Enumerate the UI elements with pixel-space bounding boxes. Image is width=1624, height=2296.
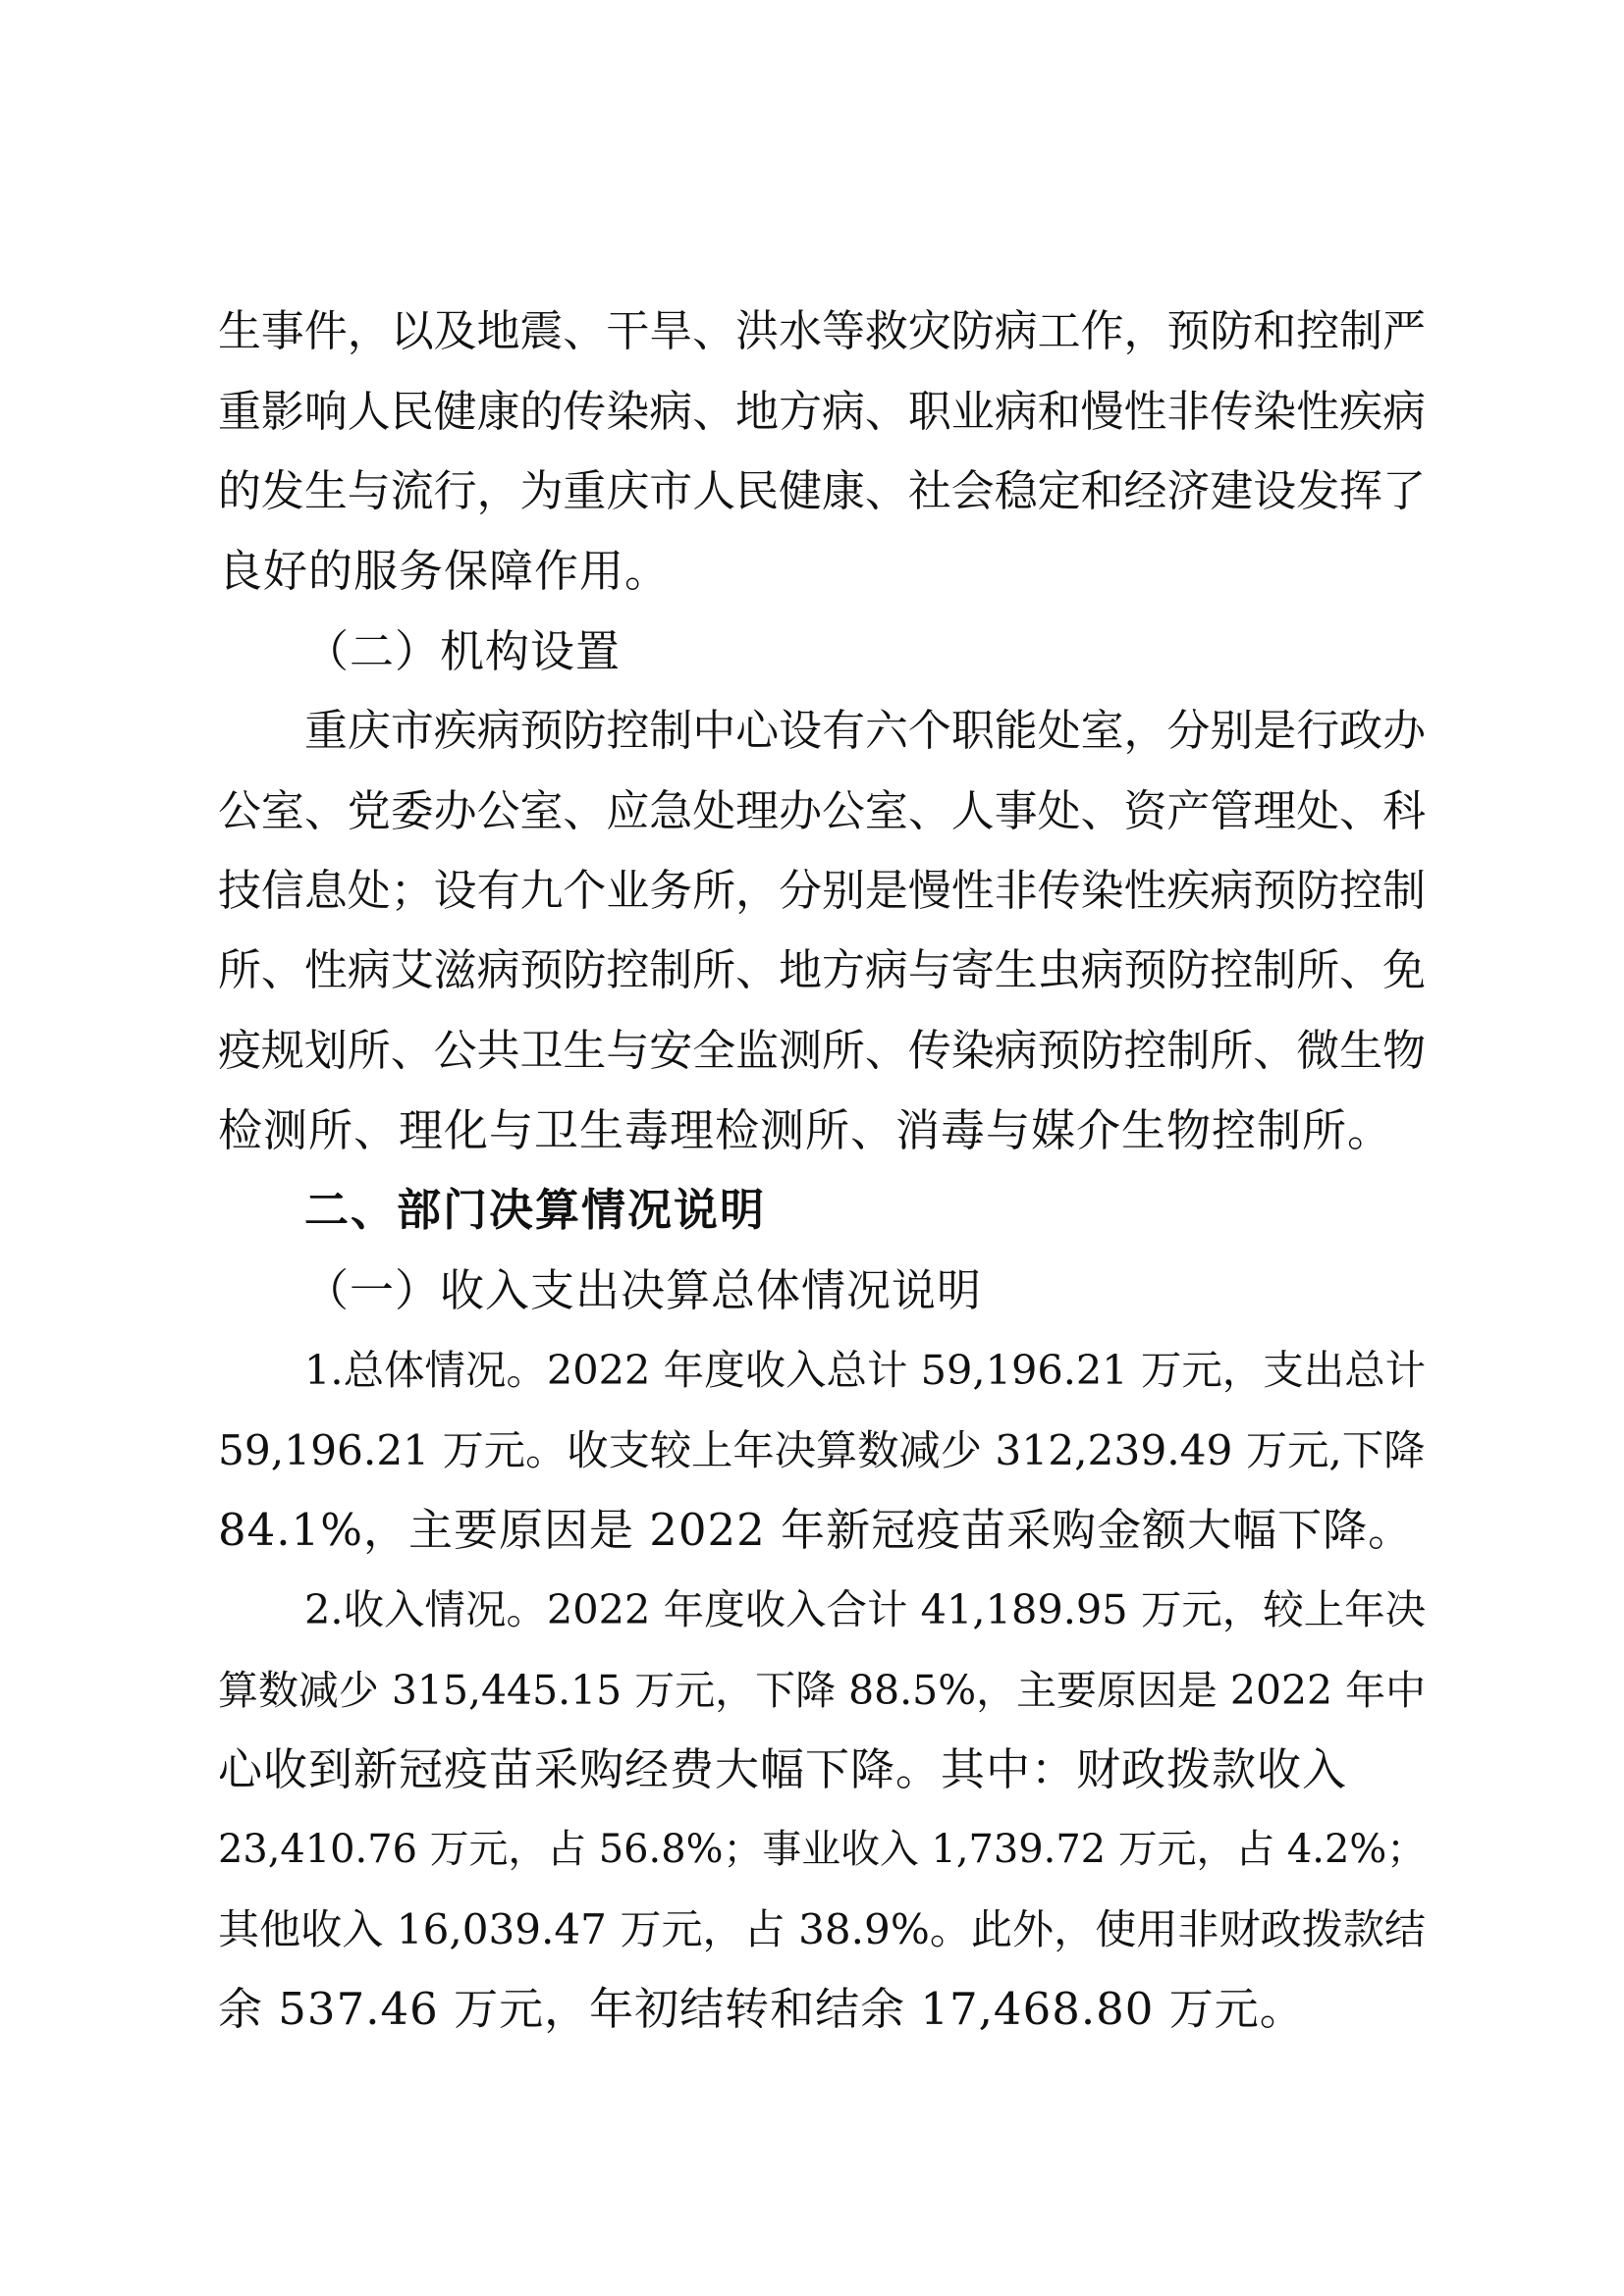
body-text-line: 1.总体情况。2022 年度收入总计 59,196.21 万元，支出总计 (304, 1346, 1427, 1394)
sub-heading-income-expenditure: （一）收入支出决算总体情况说明 (304, 1264, 983, 1316)
body-text-line: 心收到新冠疫苗采购经费大幅下降。其中：财政拨款收入 (218, 1743, 1348, 1795)
body-text-line: 公室、党委办公室、应急处理办公室、人事处、资产管理处、科 (218, 786, 1426, 836)
sub-heading-institution-setup: （二）机构设置 (304, 625, 622, 677)
body-text-line: 23,410.76 万元，占 56.8%；事业收入 1,739.72 万元，占 4.2%； (218, 1827, 1427, 1872)
body-text-line: 余 537.46 万元，年初结转和结余 17,468.80 万元。 (218, 1983, 1305, 2035)
section-heading-department-accounts: 二、部门决算情况说明 (304, 1184, 767, 1236)
body-text-line: 84.1%，主要原因是 2022 年新冠疫苗采购金额大幅下降。 (218, 1504, 1414, 1556)
body-text-line: 所、性病艾滋病预防控制所、地方病与寄生虫病预防控制所、免 (218, 945, 1426, 995)
body-text-line: 良好的服务保障作用。 (218, 545, 671, 597)
body-text-line: 重庆市疾病预防控制中心设有六个职能处室，分别是行政办 (304, 706, 1426, 756)
body-text-line: 的发生与流行，为重庆市人民健康、社会稳定和经济建设发挥了 (218, 466, 1426, 516)
body-text-line: 生事件，以及地震、干旱、洪水等救灾防病工作，预防和控制严 (218, 306, 1426, 356)
body-text-line: 技信息处；设有九个业务所，分别是慢性非传染性疾病预防控制 (218, 866, 1426, 916)
body-text-line: 重影响人民健康的传染病、地方病、职业病和慢性非传染性疾病 (218, 387, 1426, 437)
body-text-line: 检测所、理化与卫生毒理检测所、消毒与媒介生物控制所。 (218, 1104, 1393, 1156)
body-text-line: 59,196.21 万元。收支较上年决算数减少 312,239.49 万元,下降 (218, 1426, 1426, 1474)
body-text-line: 算数减少 315,445.15 万元，下降 88.5%，主要原因是 2022 年中 (218, 1667, 1426, 1714)
body-text-line: 其他收入 16,039.47 万元，占 38.9%。此外，使用非财政拨款结 (218, 1905, 1426, 1953)
body-text-line: 2.收入情况。2022 年度收入合计 41,189.95 万元，较上年决 (304, 1585, 1427, 1633)
body-text-line: 疫规划所、公共卫生与安全监测所、传染病预防控制所、微生物 (218, 1026, 1426, 1076)
